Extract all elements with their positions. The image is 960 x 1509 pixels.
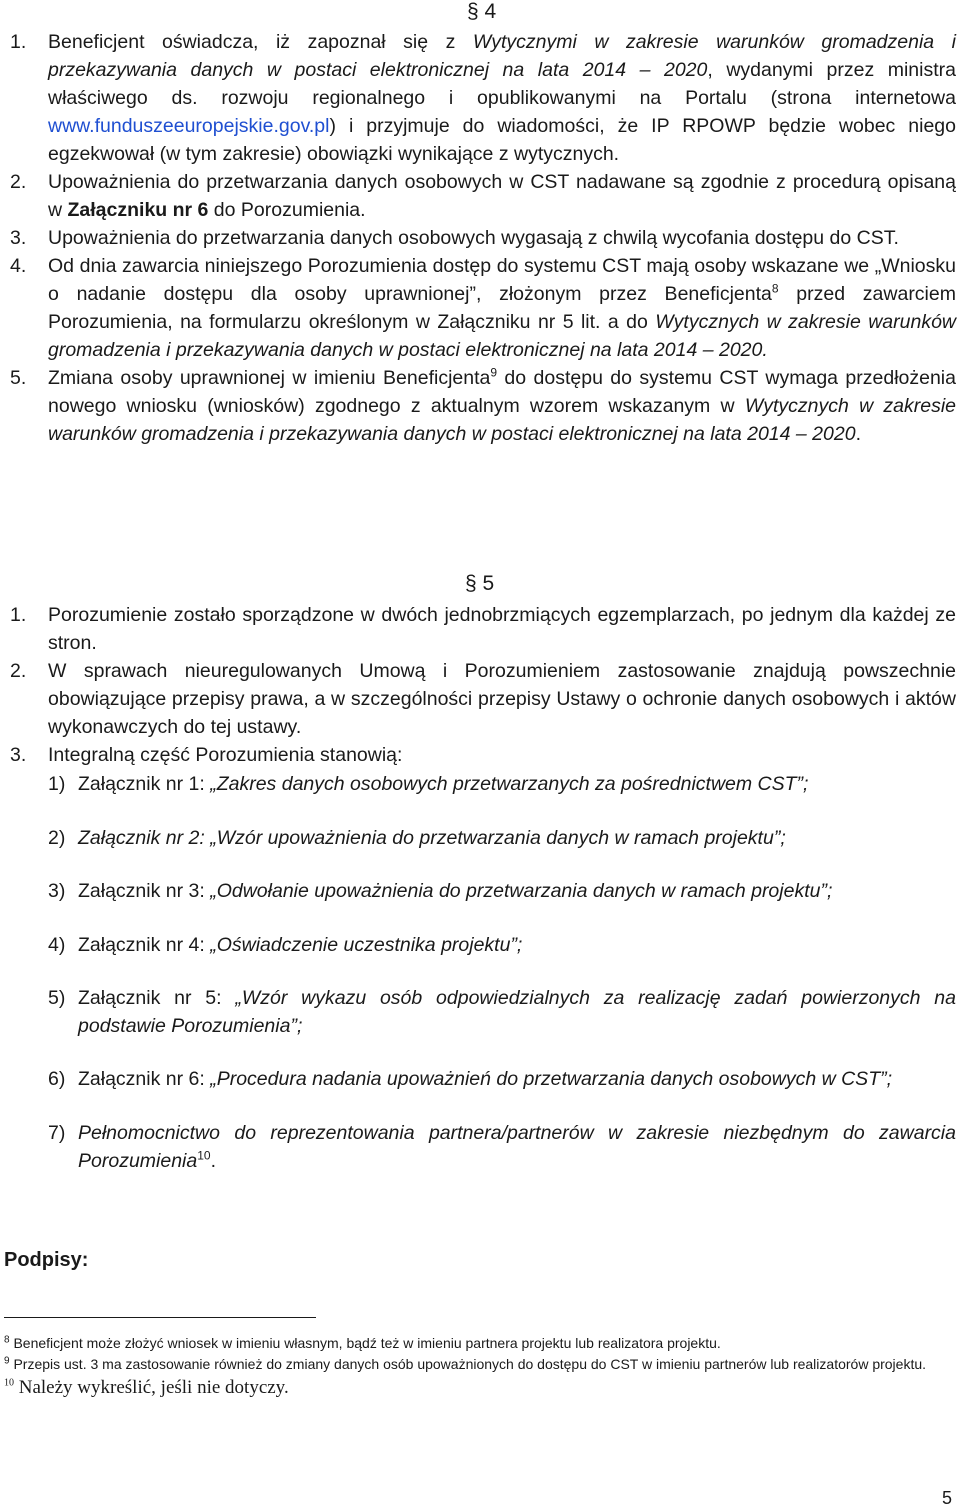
annex-label: Załącznik nr 6: <box>78 1068 211 1090</box>
list-item <box>10 364 956 448</box>
annex-number: 4) <box>48 934 66 956</box>
section-5-list <box>10 601 956 769</box>
item-text: Upoważnienia do przetwarzania danych osobowych wygasają z chwilą wycofania dostępu do CST. <box>48 227 899 249</box>
item-text: do Porozumienia. <box>208 199 366 221</box>
annex-title: Pełnomocnictwo do reprezentowania partnera/partnerów w zakresie niezbędnym do zawarcia Porozumienia <box>78 1122 956 1172</box>
annex-number: 1) <box>48 773 66 795</box>
item-text: Od dnia zawarcia niniejszego Porozumienia dostęp do systemu CST mają osoby wskazane we „Wniosku o nadanie dostępu dla osoby uprawnionej”, złożonym przez Beneficjenta <box>48 255 956 305</box>
annex-label: . <box>210 1150 217 1172</box>
item-text: do dostępu do systemu CST wymaga przedłożenia nowego wniosku (wniosków) zgodnego z aktualnym wzorem wskazanym w <box>48 367 956 417</box>
item-italic-text: Wytycznych w zakresie warunków gromadzenia i przekazywania danych w postaci elektronicznej na lata 2014 – 2020 <box>48 395 956 445</box>
annex-number: 2) <box>48 827 66 849</box>
annex-item <box>48 931 956 959</box>
annex-item <box>48 1065 956 1093</box>
footnote-number: 9 <box>4 1355 10 1367</box>
section-4-heading: § 4 <box>467 0 497 23</box>
footnote-number: 8 <box>4 1334 10 1346</box>
footnote-number: 10 <box>4 1377 14 1389</box>
item-number: 1. <box>10 31 27 53</box>
footnote-divider <box>4 1317 316 1318</box>
item-number: 2. <box>10 171 27 193</box>
annex-title: Załącznik nr 2: „Wzór upoważnienia do przetwarzania danych w ramach projektu”; <box>78 827 786 849</box>
item-italic-text: Wytycznymi w zakresie warunków gromadzenia i przekazywania danych w postaci elektronicznej na lata 2014 – 2020 <box>48 31 956 81</box>
list-item <box>10 168 956 224</box>
list-item <box>10 252 956 364</box>
item-text: Beneficjent oświadcza, iż zapoznał się z <box>48 31 473 53</box>
footnote-ref[interactable]: 9 <box>490 365 498 380</box>
annex-number: 3) <box>48 880 66 902</box>
footnote-9 <box>4 1354 954 1375</box>
annex-title: „Procedura nadania upoważnień do przetwarzania danych osobowych w CST”; <box>210 1068 893 1090</box>
footnote-ref[interactable]: 10 <box>197 1148 211 1163</box>
section-5-heading: § 5 <box>465 572 495 595</box>
item-text: przed zawarciem Porozumienia, na formularzu określonym w Załączniku nr 5 lit. a do <box>48 283 956 333</box>
item-text: Porozumienie zostało sporządzone w dwóch jednobrzmiących egzemplarzach, po jednym dla każdej ze stron. <box>48 604 956 654</box>
annex-label: Załącznik nr 1: <box>78 773 211 795</box>
item-text: , wydanymi przez ministra właściwego ds. rozwoju regionalnego i opublikowanymi na Portalu (strona internetowa <box>48 59 956 109</box>
list-item <box>10 601 956 657</box>
item-text: ) i przyjmuje do wiadomości, że IP RPOWP będzie wobec niego egzekwował (w tym zakresie) obowiązki wynikające z wytycznych. <box>48 115 956 165</box>
footnote-text: Przepis ust. 3 ma zastosowanie również do zmiany danych osób upoważnionych do dostępu do CST w imieniu partnerów lub realizatorów projektu. <box>13 1356 927 1372</box>
signatures-label: Podpisy: <box>4 1249 89 1271</box>
item-text: Upoważnienia do przetwarzania danych osobowych w CST nadawane są zgodnie z procedurą opisaną w <box>48 171 956 221</box>
item-bold-text: Załączniku nr 6 <box>67 199 209 221</box>
annex-label: Załącznik nr 4: <box>78 934 211 956</box>
annex-item <box>48 984 956 1040</box>
item-number: 3. <box>10 227 27 249</box>
annex-number: 7) <box>48 1122 66 1144</box>
annex-title: „Wzór wykazu osób odpowiedzialnych za realizację zadań powierzonych na podstawie Porozumienia”; <box>78 987 956 1037</box>
list-item <box>10 28 956 168</box>
footnotes <box>4 1333 954 1401</box>
footnote-8 <box>4 1333 954 1354</box>
item-text: . <box>855 423 861 445</box>
section-4-list <box>10 28 956 448</box>
item-text: Integralną część Porozumienia stanowią: <box>48 744 403 766</box>
footnote-text: Beneficjent może złożyć wniosek w imieniu własnym, bądź też w imieniu partnera projektu lub realizatora projektu. <box>13 1335 721 1351</box>
annex-number: 5) <box>48 987 66 1009</box>
annex-title: „Oświadczenie uczestnika projektu”; <box>210 934 523 956</box>
footnote-text: Należy wykreślić, jeśli nie dotyczy. <box>18 1377 289 1398</box>
annex-item <box>48 877 956 905</box>
list-item <box>10 741 956 769</box>
annex-item <box>48 770 956 798</box>
annex-item <box>48 824 956 852</box>
annex-title: „Odwołanie upoważnienia do przetwarzania danych w ramach projektu”; <box>210 880 833 902</box>
item-text: Zmiana osoby uprawnionej w imieniu Beneficjenta <box>48 367 491 389</box>
item-number: 5. <box>10 367 27 389</box>
item-number: 1. <box>10 604 27 626</box>
item-number: 4. <box>10 255 27 277</box>
page-number: 5 <box>941 1488 952 1508</box>
list-item <box>10 657 956 741</box>
annex-number: 6) <box>48 1068 66 1090</box>
annex-label: Załącznik nr 3: <box>78 880 211 902</box>
annex-label: Załącznik nr 5: <box>78 987 236 1009</box>
footnote-ref[interactable]: 8 <box>771 281 779 296</box>
annex-item <box>48 1119 956 1175</box>
item-number: 2. <box>10 660 27 682</box>
item-number: 3. <box>10 744 27 766</box>
footnote-10 <box>4 1375 954 1401</box>
funduszeeuropejskie-link[interactable]: www.funduszeeuropejskie.gov.pl <box>48 115 330 137</box>
item-italic-text: Wytycznych w zakresie warunków gromadzenia i przekazywania danych w postaci elektronicznej na lata 2014 – 2020. <box>48 311 956 361</box>
list-item <box>10 224 956 252</box>
item-text: W sprawach nieuregulowanych Umową i Porozumieniem zastosowanie znajdują powszechnie obowiązujące przepisy prawa, a w szczególności przepisy Ustawy o ochronie danych osobowych i aktów wykonawczych do tej ustawy. <box>48 660 956 738</box>
annex-title: „Zakres danych osobowych przetwarzanych za pośrednictwem CST”; <box>210 773 809 795</box>
